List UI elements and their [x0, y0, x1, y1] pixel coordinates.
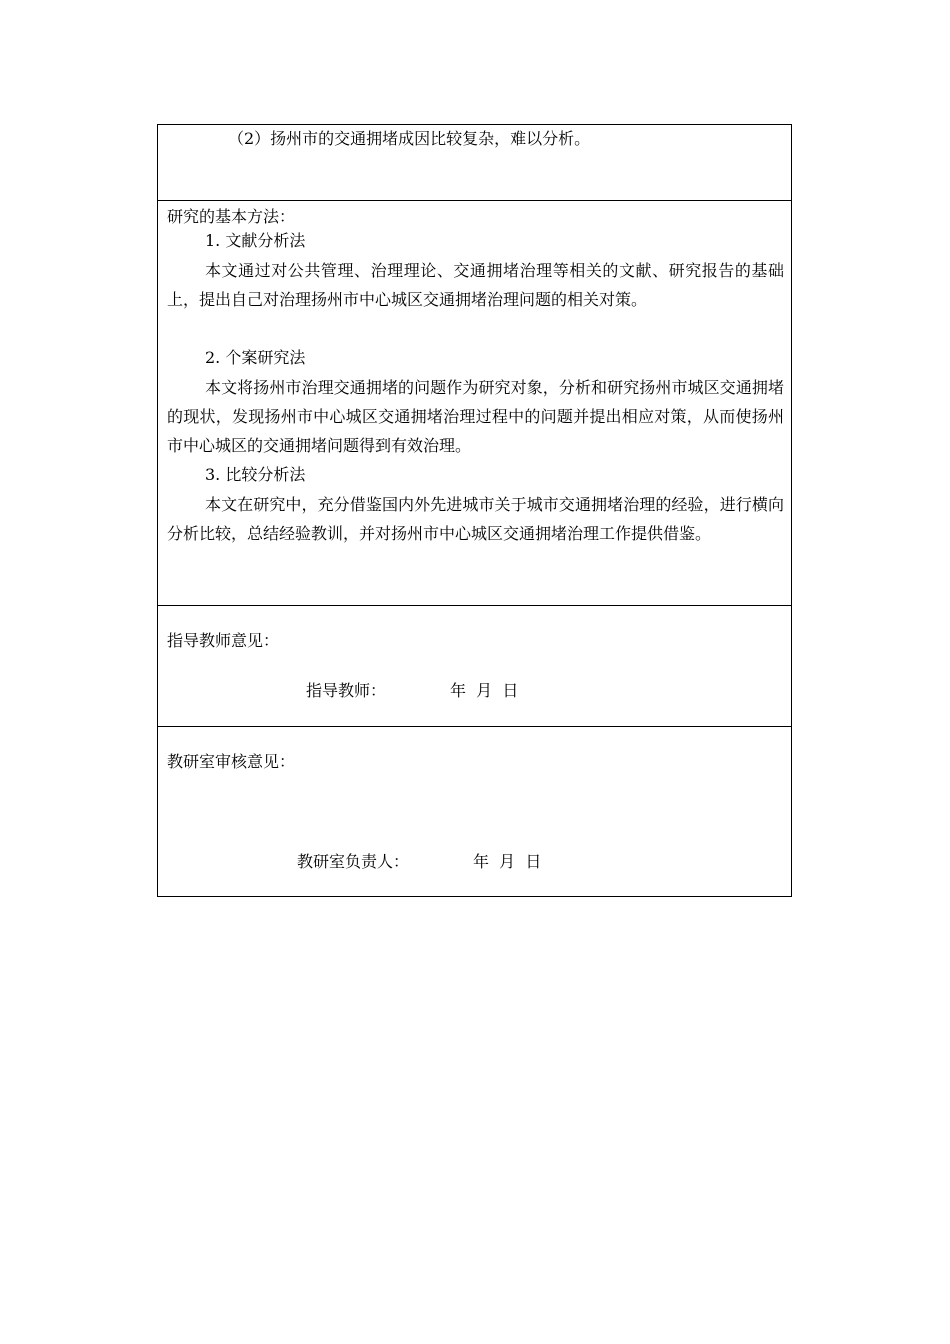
department-row — [158, 727, 791, 898]
method-1-title: 1. 文献分析法 — [205, 231, 306, 250]
difficulty-row — [158, 125, 791, 201]
department-date-label: 年 月 日 — [473, 852, 542, 871]
method-3-body: 本文在研究中，充分借鉴国内外先进城市关于城市交通拥堵治理的经验，进行横向分析比较，总结经验教训，并对扬州市中心城区交通拥堵治理工作提供借鉴。 — [167, 495, 784, 543]
method-1-body: 本文通过对公共管理、治理理论、交通拥堵治理等相关的文献、研究报告的基础上，提出自己对治理扬州市中心城区交通拥堵治理问题的相关对策。 — [167, 261, 784, 309]
methods-row — [158, 201, 791, 606]
department-heading: 教研室审核意见： — [167, 752, 296, 771]
advisor-heading: 指导教师意见： — [167, 631, 280, 650]
department-signature-label: 教研室负责人： — [297, 852, 410, 871]
method-3-title: 3. 比较分析法 — [205, 465, 306, 484]
advisor-row — [158, 606, 791, 727]
methods-heading: 研究的基本方法： — [167, 207, 296, 226]
advisor-signature-label: 指导教师： — [306, 681, 387, 700]
method-2-title: 2. 个案研究法 — [205, 348, 306, 367]
proposal-table — [157, 124, 792, 897]
difficulty-item-2: （2）扬州市的交通拥堵成因比较复杂，难以分析。 — [228, 129, 591, 148]
advisor-date-label: 年 月 日 — [450, 681, 519, 700]
method-2-body: 本文将扬州市治理交通拥堵的问题作为研究对象，分析和研究扬州市城区交通拥堵的现状，发现扬州市中心城区交通拥堵治理过程中的问题并提出相应对策，从而使扬州市中心城区的交通拥堵问题得到有效治理。 — [167, 378, 784, 455]
